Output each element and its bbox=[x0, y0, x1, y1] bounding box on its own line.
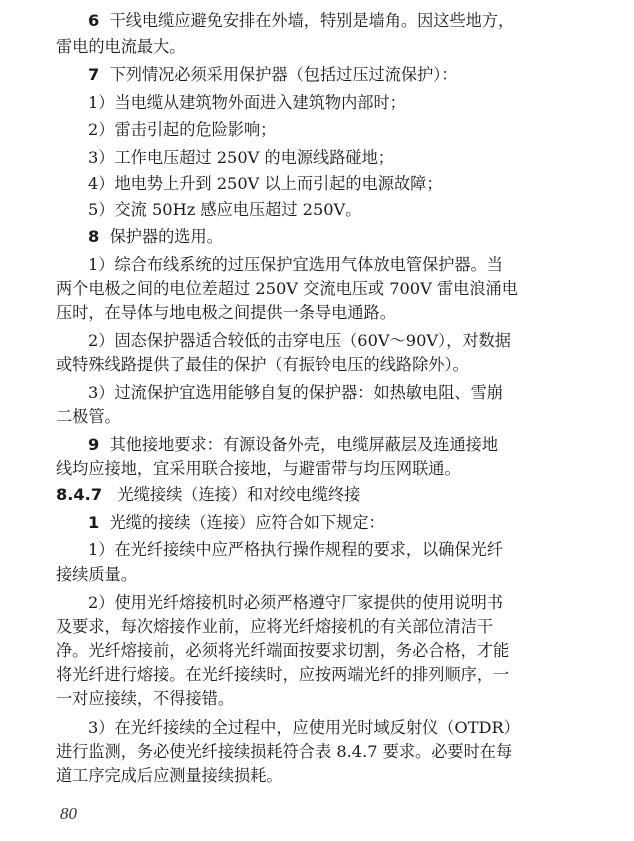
text-line: 1）在光纤接续中应严格执行操作规程的要求，以确保光纤 bbox=[88, 540, 503, 559]
text-line: 3）工作电压超过 250V 的电源线路碰地； bbox=[88, 148, 394, 167]
text-line: 二极管。 bbox=[56, 407, 121, 426]
text-line: 7 下列情况必须采用保护器（包括过压过流保护）： bbox=[88, 65, 458, 84]
text-line: 将光纤进行熔接。在光纤接续时，应按两端光纤的排列顺序，一 bbox=[56, 665, 510, 684]
text-line: 1）当电缆从建筑物外面进入建筑物内部时； bbox=[88, 93, 406, 112]
text-line: 雷电的电流最大。 bbox=[56, 37, 186, 56]
text-line: 2）雷击引起的危险影响； bbox=[88, 120, 277, 139]
text-line: 3）过流保护宜选用能够自复的保护器：如热敏电阻、雪崩 bbox=[88, 383, 503, 402]
text-line: 接续质量。 bbox=[56, 565, 137, 584]
section-heading: 8.4.7 光缆接续（连接）和对绞电缆终接 bbox=[56, 485, 361, 504]
text-line: 6 干线电缆应避免安排在外墙，特别是墙角。因这些地方， bbox=[88, 11, 515, 30]
text-line: 及要求，每次熔接作业前，应将光纤熔接机的有关部位清洁干 bbox=[56, 617, 494, 636]
text-line: 8 保护器的选用。 bbox=[88, 227, 223, 246]
text-line: 2）固态保护器适合较低的击穿电压（60V～90V），对数据 bbox=[88, 331, 511, 350]
text-line: 道工序完成后应测量接续损耗。 bbox=[56, 766, 283, 785]
text-line: 进行监测，务必使光纤接续损耗符合表 8.4.7 要求。必要时在每 bbox=[56, 742, 513, 761]
text-line: 3）在光纤接续的全过程中，应使用光时域反射仪（OTDR） bbox=[88, 718, 520, 737]
text-line: 两个电极之间的电位差超过 250V 交流电压或 700V 雷电浪涌电 bbox=[56, 279, 518, 298]
text-line: 5）交流 50Hz 感应电压超过 250V。 bbox=[88, 200, 362, 219]
text-line: 或特殊线路提供了最佳的保护（有振铃电压的线路除外）。 bbox=[56, 355, 469, 374]
page-number: 80 bbox=[60, 804, 77, 823]
text-line: 线均应接地，宜采用联合接地，与避雷带与均压网联通。 bbox=[56, 459, 461, 478]
text-line: 净。光纤熔接前，必须将光纤端面按要求切割，务必合格，才能 bbox=[56, 641, 510, 660]
text-line: 4）地电势上升到 250V 以上而引起的电源故障； bbox=[88, 174, 443, 193]
text-line: 1 光缆的接续（连接）应符合如下规定： bbox=[88, 513, 385, 532]
text-line: 压时，在导体与地电极之间提供一条导电通路。 bbox=[56, 303, 396, 322]
text-line: 1）综合布线系统的过压保护宜选用气体放电管保护器。当 bbox=[88, 255, 503, 274]
text-line: 9 其他接地要求：有源设备外壳，电缆屏蔽层及连通接地 bbox=[88, 435, 499, 454]
text-line: 一对应接续，不得接错。 bbox=[56, 689, 235, 708]
text-line: 2）使用光纤熔接机时必须严格遵守厂家提供的使用说明书 bbox=[88, 593, 503, 612]
